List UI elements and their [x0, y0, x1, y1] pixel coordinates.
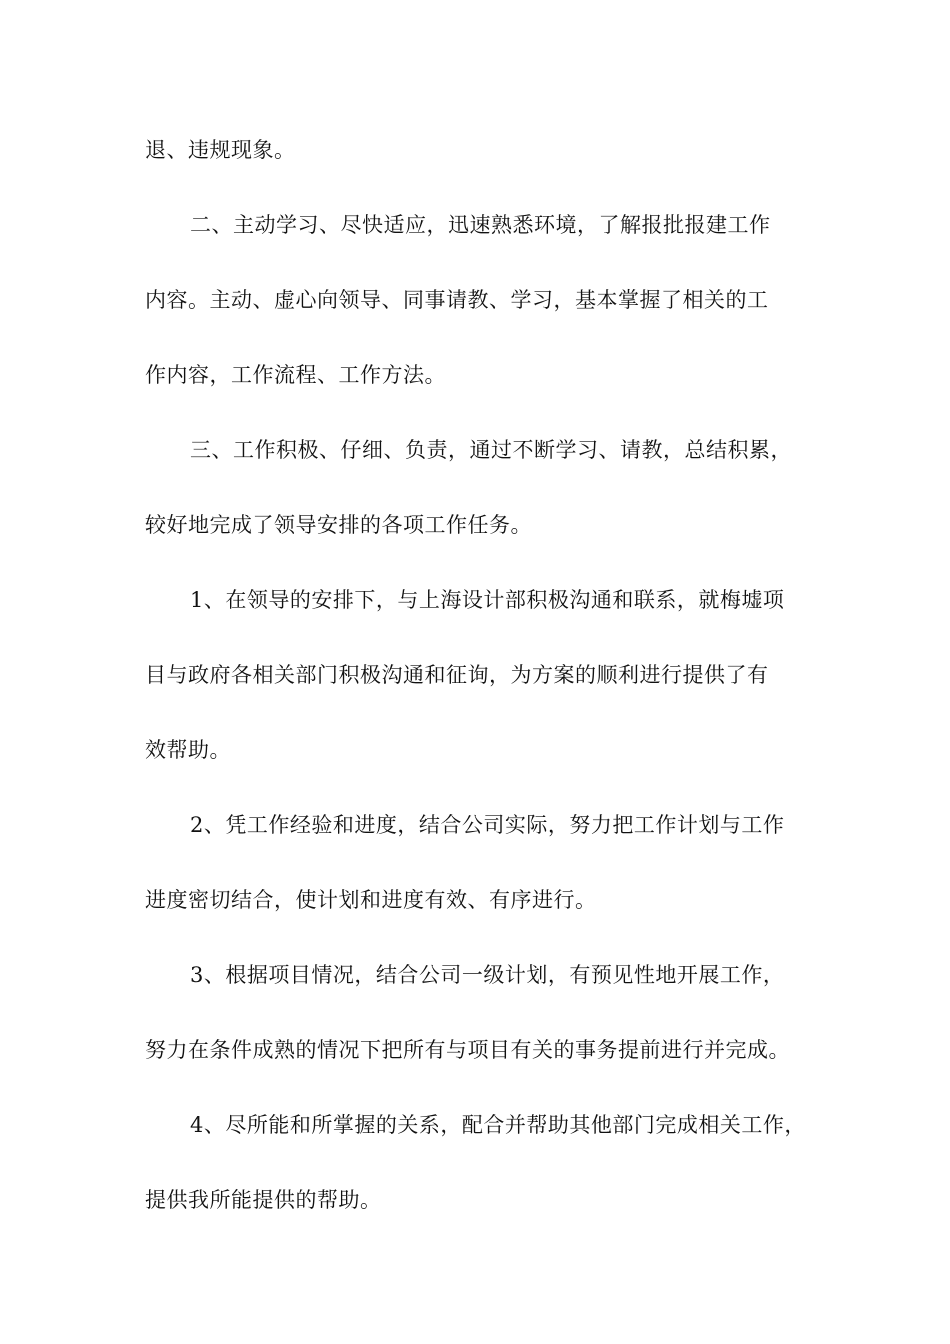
text-line: 目与政府各相关部门积极沟通和征询，为方案的顺利进行提供了有	[145, 663, 769, 687]
text-line: 二、主动学习、尽快适应，迅速熟悉环境，了解报批报建工作	[190, 213, 771, 237]
text-line: 4、尽所能和所掌握的关系，配合并帮助其他部门完成相关工作，	[190, 1113, 806, 1137]
text-line: 3、根据项目情况，结合公司一级计划，有预见性地开展工作，	[190, 963, 785, 987]
text-line: 作内容，工作流程、工作方法。	[145, 363, 446, 387]
text-line: 进度密切结合，使计划和进度有效、有序进行。	[145, 888, 597, 912]
text-line: 退、违规现象。	[145, 138, 296, 162]
text-line: 内容。主动、虚心向领导、同事请教、学习，基本掌握了相关的工	[145, 288, 769, 312]
text-line: 较好地完成了领导安排的各项工作任务。	[145, 513, 532, 537]
text-line: 努力在条件成熟的情况下把所有与项目有关的事务提前进行并完成。	[145, 1038, 790, 1062]
text-line: 1、在领导的安排下，与上海设计部积极沟通和联系，就梅墟项	[190, 588, 785, 612]
text-line: 效帮助。	[145, 738, 231, 762]
text-line: 三、工作积极、仔细、负责，通过不断学习、请教，总结积累，	[190, 438, 792, 462]
text-line: 提供我所能提供的帮助。	[145, 1188, 382, 1212]
text-line: 2、凭工作经验和进度，结合公司实际，努力把工作计划与工作	[190, 813, 785, 837]
